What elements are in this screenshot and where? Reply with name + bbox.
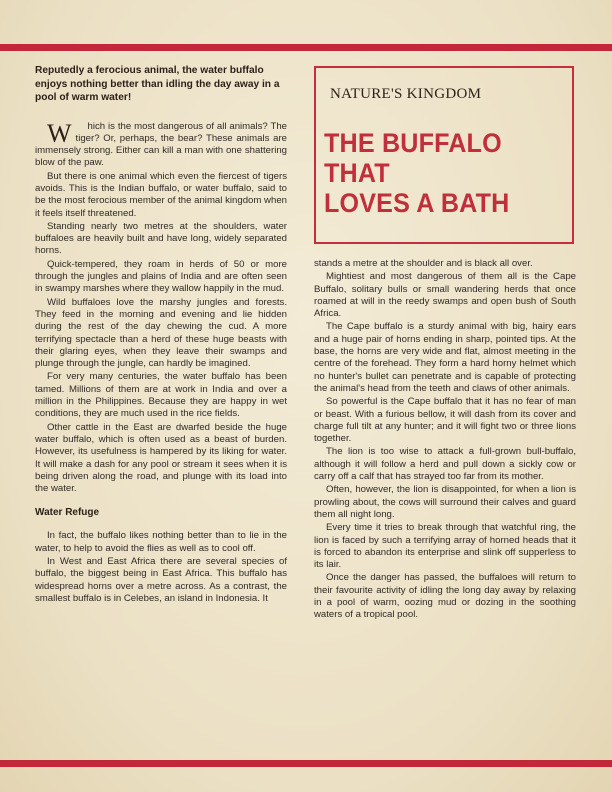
section-kicker: NATURE'S KINGDOM xyxy=(330,86,482,102)
body-paragraph: stands a metre at the shoulder and is black all over. xyxy=(314,258,533,269)
body-paragraph: Standing nearly two metres at the shoulders, water buffaloes are heavily built and have long, widely separated horns. xyxy=(35,220,287,257)
bottom-red-border xyxy=(0,760,612,767)
article-headline xyxy=(324,128,553,218)
body-paragraph: For very many centuries, the water buffalo has been tamed. Millions of them are at work in India and over a million in the Philippines. Because they are happy in wet conditions, they are much used in the rice fields. xyxy=(35,371,287,420)
title-box xyxy=(314,66,574,244)
left-column xyxy=(35,64,287,606)
body-paragraph: Quick-tempered, they roam in herds of 50 or more through the jungles and plains of India and are often seen in swampy marshes where they wallow happily in the mud. xyxy=(35,258,287,295)
body-paragraph: Once the danger has passed, the buffaloes will return to their favourite activity of idling the long day away by relaxing in a pool of warm, oozing mud or dozing in the soothing waters of a tropical pool. xyxy=(314,572,576,621)
right-column xyxy=(314,258,576,623)
body-paragraph: Other cattle in the East are dwarfed beside the huge water buffalo, which is often used as a beast of burden. However, its usefulness is hampered by its liking for water. It will make a dash for any pool or stream it sees when it is being driven along the road, and plunge with its load into the water. xyxy=(35,421,287,495)
body-paragraph: In fact, the buffalo likes nothing better than to lie in the water, to help to avoid the flies as well as to cool off. xyxy=(35,530,287,554)
body-paragraph: The Cape buffalo is a sturdy animal with big, hairy ears and a huge pair of horns ending in sharp, pointed tips. At the base, the horns are very wide and flat, almost meeting in the centre of the forehead. They form a hard horny helmet which no hunter's bullet can penetrate and is capable of protecting the animal's head from the teeth and claws of other animals. xyxy=(314,321,576,394)
top-red-border xyxy=(0,44,612,51)
headline-line: LOVES A BATH xyxy=(324,188,510,218)
lead-paragraph: Reputedly a ferocious animal, the water buffalo enjoys nothing better than idling the day away in a pool of warm water! xyxy=(35,65,280,103)
section-subheading: Water Refuge xyxy=(35,507,100,519)
body-paragraph: The lion is too wise to attack a full-grown bull-buffalo, although it will follow a herd and pull down a sickly cow or carry off a calf that has strayed too far from its mother. xyxy=(314,446,576,483)
body-paragraph: Mightiest and most dangerous of them all is the Cape Buffalo, solitary bulls or small wandering herds that once roamed at will in the reedy swamps and open bush of South Africa. xyxy=(314,271,576,320)
body-paragraph: But there is one animal which even the fiercest of tigers avoids. This is the Indian buffalo, or water buffalo, said to be the most ferocious member of the animal kingdom when it feels itself threatened. xyxy=(35,170,287,219)
body-paragraph: So powerful is the Cape buffalo that it has no fear of man or beast. With a furious bellow, it will dash from its cover and charge full tilt at any hunter; and it will fight two or three lions together. xyxy=(314,396,576,445)
body-paragraph: Every time it tries to break through that watchful ring, the lion is faced by such a terrifying array of horned heads that it is forced to abandon its enterprise and slink off supperless to its lair. xyxy=(314,522,576,571)
body-paragraph: In West and East Africa there are several species of buffalo, the biggest being in East Africa. This buffalo has widespread horns over a metre across. As a contrast, the smallest buffalo is in Celebes, an island in Indonesia. It xyxy=(35,556,287,604)
headline-line: THE BUFFALO THAT xyxy=(324,128,502,188)
body-paragraph: Which is the most dangerous of all animals? The tiger? Or, perhaps, the bear? These animals are immensely strong. Either can kill a man with one shattering blow of the paw. xyxy=(35,118,287,169)
body-paragraph: Wild buffaloes love the marshy jungles and forests. They feed in the morning and evening and lie hidden during the rest of the day chewing the cud. A more terrifying spectacle than a herd of these huge beasts with their glaring eyes, when they leave their swamps and plunge through the jungle, can hardly be imagined. xyxy=(35,296,287,370)
body-paragraph: Often, however, the lion is disappointed, for when a lion is prowling about, the cows will surround their calves and guard them all night long. xyxy=(314,484,576,520)
